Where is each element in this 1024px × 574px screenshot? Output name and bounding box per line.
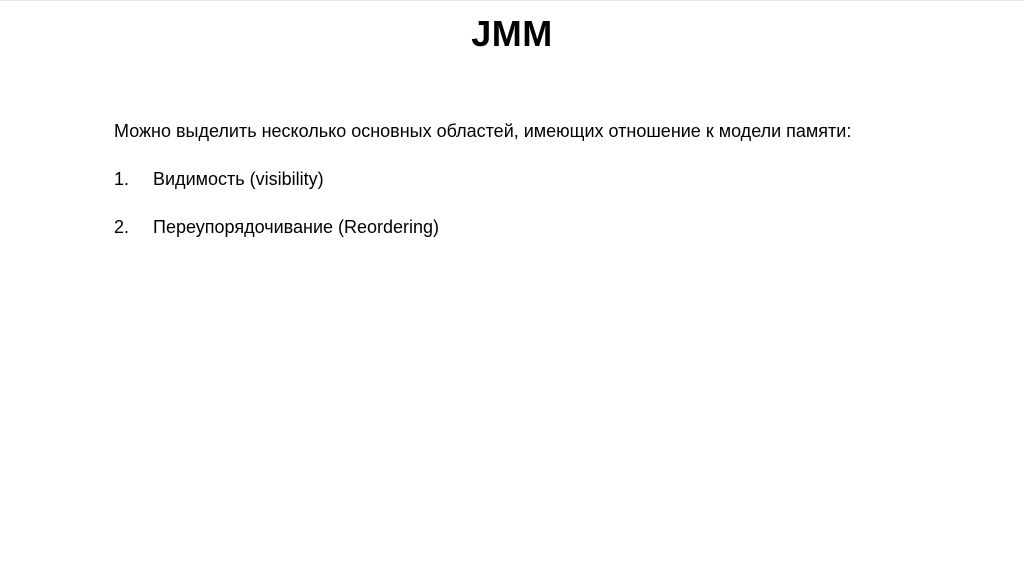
top-divider [0,0,1024,1]
slide-title: JMM [471,13,553,54]
list-item [114,167,439,191]
topic-list [114,167,439,263]
list-item-number: 2. [114,217,130,237]
list-item-text: Переупорядочивание (Reordering) [153,217,440,237]
list-item [114,215,439,239]
intro-text: Можно выделить несколько основных областей, имеющих отношение к модели памяти: [114,121,852,141]
list-item-text: Видимость (visibility) [153,169,324,189]
list-item-number: 1. [114,169,130,189]
